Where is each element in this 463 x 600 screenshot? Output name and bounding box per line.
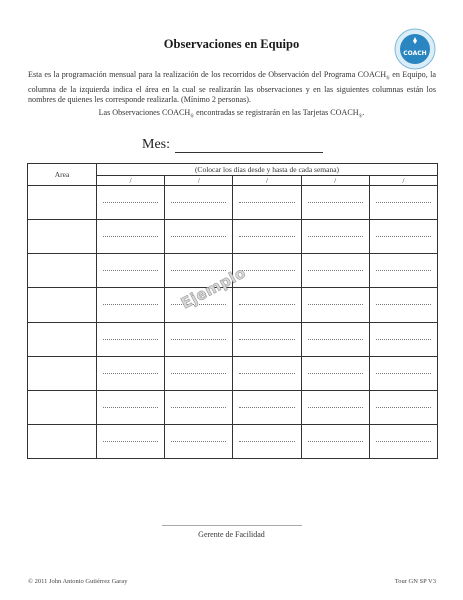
name-cell[interactable] [301,322,369,356]
name-cell[interactable] [301,288,369,322]
week-col-2: / [165,176,233,186]
area-cell[interactable] [28,356,97,390]
name-cell[interactable] [369,186,437,220]
name-cell[interactable] [233,220,301,254]
week-col-5: / [369,176,437,186]
footer-copyright: © 2011 John Antonio Gutiérrez Garay [28,578,128,585]
name-entry-line [103,339,158,340]
name-cell[interactable] [233,356,301,390]
name-cell[interactable] [97,288,165,322]
area-header: Area [28,164,97,186]
name-cell[interactable] [165,356,233,390]
name-entry-line [103,407,158,408]
name-entry-line [376,304,431,305]
name-entry-line [308,202,363,203]
area-cell[interactable] [28,220,97,254]
name-cell[interactable] [165,322,233,356]
logo-text: COACH [403,50,427,57]
name-entry-line [376,202,431,203]
intro-paragraph: Esta es la programación mensual para la realización de los recorridos de Observación del Programa $COACH_®$ en Equipo, la columna de la izquierda indica el área en la cual se realizarán las observaciones y en las siguientes columnas están los nombres de quienes les corresponde realizarla. (Mínimo 2 personas). [28,70,436,104]
area-cell[interactable] [28,288,97,322]
name-cell[interactable] [301,424,369,458]
name-entry-line [308,304,363,305]
name-cell[interactable] [233,322,301,356]
name-cell[interactable] [369,322,437,356]
name-cell[interactable] [369,356,437,390]
name-entry-line [103,304,158,305]
name-entry-line [239,339,294,340]
signature-line [162,525,302,526]
name-cell[interactable] [301,390,369,424]
area-cell[interactable] [28,390,97,424]
name-entry-line [239,373,294,374]
name-entry-line [171,339,226,340]
area-cell[interactable] [28,186,97,220]
name-entry-line [103,236,158,237]
name-entry-line [308,339,363,340]
name-entry-line [103,441,158,442]
week-col-1: / [97,176,165,186]
name-cell[interactable] [97,390,165,424]
name-cell[interactable] [97,186,165,220]
dates-header: (Colocar los días desde y hasta de cada semana) [97,164,438,176]
name-cell[interactable] [301,356,369,390]
name-cell[interactable] [165,220,233,254]
name-entry-line [308,407,363,408]
name-entry-line [376,407,431,408]
name-entry-line [103,270,158,271]
name-entry-line [376,441,431,442]
table-row [28,186,438,220]
name-cell[interactable] [301,220,369,254]
name-entry-line [103,202,158,203]
name-cell[interactable] [97,322,165,356]
name-entry-line [171,373,226,374]
name-entry-line [376,270,431,271]
name-entry-line [308,270,363,271]
area-cell[interactable] [28,424,97,458]
month-field-line[interactable] [175,152,323,153]
name-cell[interactable] [369,220,437,254]
page-title: Observaciones en Equipo [163,37,300,51]
name-entry-line [103,373,158,374]
week-col-4: / [301,176,369,186]
name-entry-line [308,236,363,237]
name-entry-line [308,441,363,442]
name-cell[interactable] [301,254,369,288]
name-entry-line [239,304,294,305]
table-row [28,220,438,254]
table-row [28,356,438,390]
name-entry-line [376,339,431,340]
name-cell[interactable] [165,186,233,220]
coach-note: Las Observaciones $COACH_®$ encontradas se registrarán en las Tarjetas $COACH_®$. [98,108,365,120]
table-row [28,322,438,356]
name-entry-line [308,373,363,374]
name-cell[interactable] [233,186,301,220]
name-entry-line [171,202,226,203]
signature-label: Gerente de Facilidad [198,530,265,539]
name-cell[interactable] [97,220,165,254]
month-label: Mes: [142,137,170,152]
name-cell[interactable] [97,356,165,390]
name-cell[interactable] [369,288,437,322]
name-entry-line [239,407,294,408]
area-cell[interactable] [28,322,97,356]
coach-logo [394,28,436,70]
table-row [28,424,438,458]
name-cell[interactable] [165,424,233,458]
name-cell[interactable] [301,186,369,220]
week-col-3: / [233,176,301,186]
name-entry-line [239,202,294,203]
name-entry-line [171,270,226,271]
name-entry-line [376,236,431,237]
name-cell[interactable] [369,424,437,458]
name-entry-line [239,236,294,237]
name-cell[interactable] [233,390,301,424]
footer-version: Tour GN SP V3 [394,578,436,585]
table-row [28,390,438,424]
watermark: Ejemplo [177,263,249,313]
name-entry-line [376,373,431,374]
table-row [28,288,438,322]
name-entry-line [171,441,226,442]
name-cell[interactable] [369,254,437,288]
name-cell[interactable] [165,390,233,424]
name-entry-line [171,236,226,237]
name-cell[interactable] [233,424,301,458]
name-cell[interactable] [369,390,437,424]
name-cell[interactable] [97,424,165,458]
name-cell[interactable] [97,254,165,288]
name-entry-line [239,270,294,271]
name-entry-line [239,441,294,442]
schedule-table [27,163,438,459]
name-entry-line [171,407,226,408]
name-cell[interactable] [233,288,301,322]
area-cell[interactable] [28,254,97,288]
